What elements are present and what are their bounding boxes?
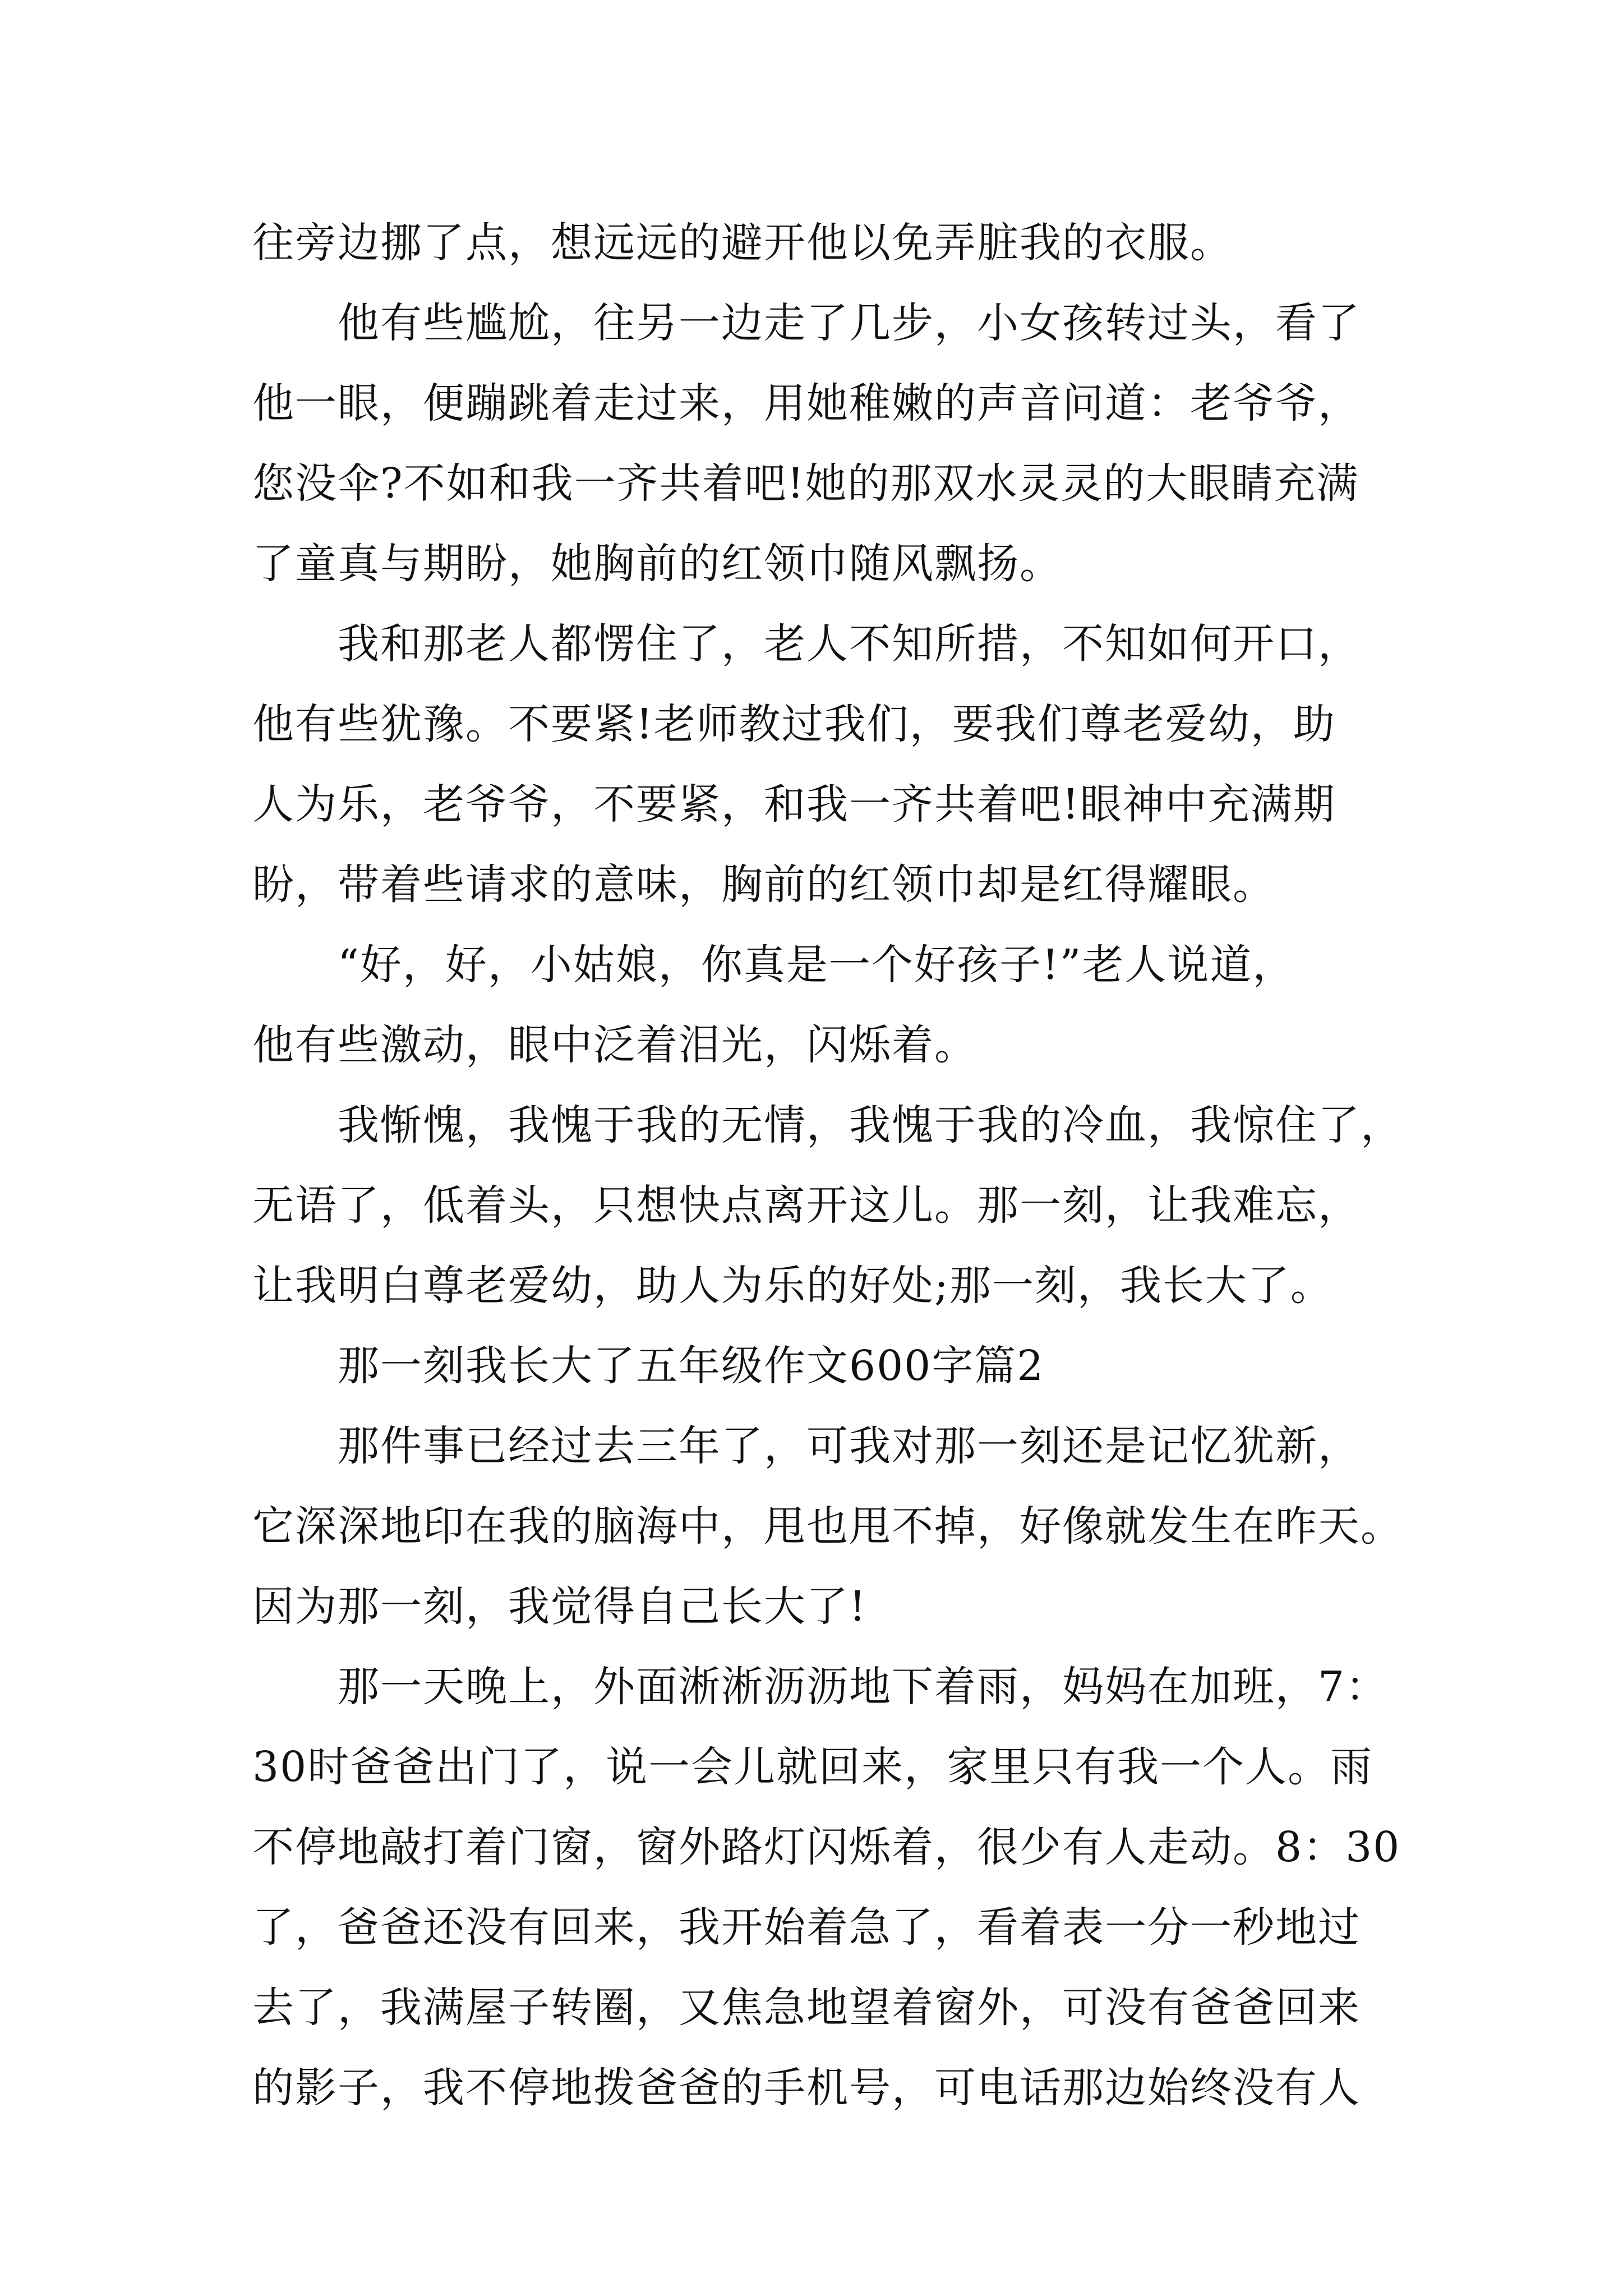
text-line: 他一眼，便蹦跳着走过来，用她稚嫩的声音问道：老爷爷， bbox=[252, 379, 1361, 427]
text-line: 让我明白尊老爱幼，助人为乐的好处;那一刻，我长大了。 bbox=[252, 1262, 1333, 1310]
text-line: 往旁边挪了点，想远远的避开他以免弄脏我的衣服。 bbox=[252, 219, 1233, 267]
text-line: 那一天晚上，外面淅淅沥沥地下着雨，妈妈在加班，7： bbox=[338, 1663, 1389, 1711]
text-line: 您没伞?不如和我一齐共着吧!她的那双水灵灵的大眼睛充满 bbox=[252, 459, 1359, 508]
text-line: 无语了，低着头，只想快点离开这儿。那一刻，让我难忘， bbox=[252, 1181, 1361, 1230]
text-line: 盼，带着些请求的意味，胸前的红领巾却是红得耀眼。 bbox=[252, 861, 1275, 909]
text-line: 了童真与期盼，她胸前的红领巾随风飘扬。 bbox=[252, 540, 1062, 588]
text-line: 因为那一刻，我觉得自己长大了! bbox=[252, 1582, 867, 1631]
text-line: 他有些尴尬，往另一边走了几步，小女孩转过头，看了 bbox=[338, 299, 1361, 347]
text-line: 那件事已经过去三年了，可我对那一刻还是记忆犹新， bbox=[338, 1422, 1361, 1470]
text-line: 去了，我满屋子转圈，又焦急地望着窗外，可没有爸爸回来 bbox=[252, 1984, 1361, 2032]
text-line: 了，爸爸还没有回来，我开始着急了，看着表一分一秒地过 bbox=[252, 1903, 1361, 1952]
text-line: 他有些犹豫。不要紧!老师教过我们，要我们尊老爱幼，助 bbox=[252, 700, 1336, 748]
text-line: 我惭愧，我愧于我的无情，我愧于我的冷血，我惊住了， bbox=[338, 1101, 1403, 1149]
text-line: 他有些激动，眼中泛着泪光，闪烁着。 bbox=[252, 1021, 977, 1069]
text-line: “好，好，小姑娘，你真是一个好孩子!”老人说道， bbox=[338, 941, 1295, 989]
section-heading: 那一刻我长大了五年级作文600字篇2 bbox=[338, 1342, 1045, 1390]
text-line: 的影子，我不停地拨爸爸的手机号，可电话那边始终没有人 bbox=[252, 2064, 1361, 2112]
text-line: 30时爸爸出门了，说一会儿就回来，家里只有我一个人。雨 bbox=[252, 1743, 1373, 1791]
essay-text bbox=[252, 203, 1447, 2128]
text-line: 人为乐，老爷爷，不要紧，和我一齐共着吧!眼神中充满期 bbox=[252, 780, 1336, 829]
text-line: 不停地敲打着门窗，窗外路灯闪烁着，很少有人走动。8：30 bbox=[252, 1823, 1401, 1871]
text-line: 我和那老人都愣住了，老人不知所措，不知如何开口， bbox=[338, 620, 1361, 668]
text-line: 它深深地印在我的脑海中，甩也甩不掉，好像就发生在昨天。 bbox=[252, 1502, 1403, 1550]
